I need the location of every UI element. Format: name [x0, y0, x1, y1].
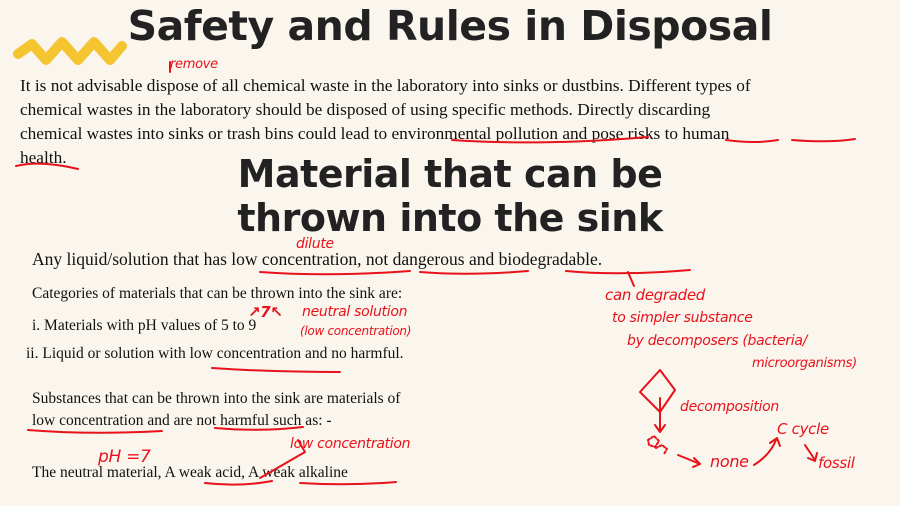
substances-line-1: Substances that can be thrown into the sink are materials of [32, 390, 401, 407]
lead-sentence: Any liquid/solution that has low concentration, not dangerous and biodegradable. [32, 249, 603, 269]
section-heading-line-2: thrown into the sink [237, 196, 663, 240]
annotation-can-degraded: can degraded [605, 286, 706, 304]
annotation-to-simpler-substance: to simpler substance [612, 310, 753, 326]
categories-heading: Categories of materials that can be thrown into the sink are: [32, 285, 403, 302]
annotation-remove: remove [170, 57, 218, 72]
annotation-neutral-solution: neutral solution [302, 304, 408, 320]
annotation-fossil: fossil [818, 454, 855, 472]
annotation-by-decomposers: by decomposers (bacteria/ [627, 333, 808, 349]
category-item-2: ii. Liquid or solution with low concentration and no harmful. [26, 345, 404, 362]
annotation-low-concentration-paren: (low concentration) [300, 324, 412, 338]
examples-line: The neutral material, A weak acid, A weak alkaline [32, 464, 348, 481]
annotation-low-concentration: low concentration [290, 436, 411, 452]
annotation-ph-arrow: ↗7↖ [248, 303, 283, 321]
annotation-ph-7: pH =7 [98, 447, 151, 467]
substances-line-2: low concentration and are not harmful such as: - [32, 412, 332, 429]
annotation-microorganisms: microorganisms) [752, 356, 857, 371]
section-heading-line-1: Material that can be [237, 152, 663, 196]
annotation-dilute: dilute [296, 236, 334, 252]
intro-line-2: chemical wastes in the laboratory should be disposed of using specific methods. Directly discarding [20, 100, 711, 119]
annotation-decomposition: decomposition [680, 399, 779, 415]
intro-line-3: chemical wastes into sinks or trash bins could lead to environmental pollution and pose risks to human [20, 124, 730, 143]
slide-title: Safety and Rules in Disposal [127, 2, 773, 50]
section-heading [150, 152, 750, 240]
category-item-1: i. Materials with pH values of 5 to 9 [32, 317, 257, 334]
intro-line-1: It is not advisable dispose of all chemical waste in the laboratory into sinks or dustbins. Different types of [20, 76, 751, 95]
intro-line-4: health. [20, 148, 67, 167]
annotation-none: none [710, 452, 749, 471]
annotation-c-cycle: C cycle [777, 420, 829, 438]
